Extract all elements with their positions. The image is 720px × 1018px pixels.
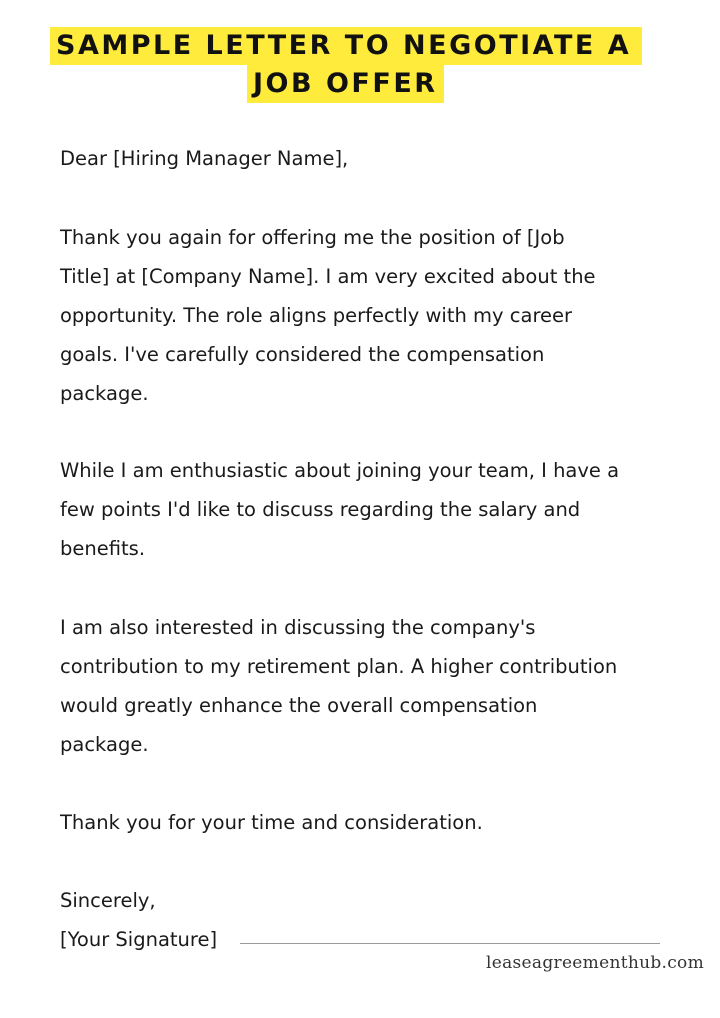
closing-thanks-text: Thank you for your time and consideration. <box>60 811 483 834</box>
letter-closing-thanks <box>60 803 700 842</box>
signature-line <box>240 943 660 944</box>
paragraph-3-line: contribution to my retirement plan. A higher contribution <box>60 655 618 678</box>
paragraph-3-line: would greatly enhance the overall compensation <box>60 694 538 717</box>
letter-paragraph-2 <box>60 451 700 568</box>
letter-salutation <box>60 139 700 178</box>
paragraph-2-line: While I am enthusiastic about joining your team, I have a <box>60 459 620 482</box>
letter-paragraph-1 <box>60 218 700 413</box>
letter-paragraph-3 <box>60 608 700 764</box>
letter-sign-off <box>60 881 700 959</box>
paragraph-3-line: I am also interested in discussing the company's <box>60 616 536 639</box>
paragraph-1-line: opportunity. The role aligns perfectly with my career <box>60 304 573 327</box>
signature-placeholder: [Your Signature] <box>60 928 218 951</box>
page-title-line-1: SAMPLE LETTER TO NEGOTIATE A <box>50 27 642 65</box>
salutation-text: Dear [Hiring Manager Name], <box>60 147 349 170</box>
sign-off-text: Sincerely, <box>60 889 156 912</box>
paragraph-3-line: package. <box>60 733 149 756</box>
site-watermark: leaseagreementhub.com <box>485 953 704 973</box>
paragraph-2-line: few points I'd like to discuss regarding the salary and <box>60 498 581 521</box>
paragraph-1-line: package. <box>60 382 149 405</box>
paragraph-1-line: Title] at [Company Name]. I am very excited about the <box>60 265 596 288</box>
paragraph-1-line: goals. I've carefully considered the compensation <box>60 343 545 366</box>
paragraph-2-line: benefits. <box>60 537 146 560</box>
page-title-line-2: JOB OFFER <box>247 65 444 103</box>
paragraph-1-line: Thank you again for offering me the position of [Job <box>60 226 565 249</box>
